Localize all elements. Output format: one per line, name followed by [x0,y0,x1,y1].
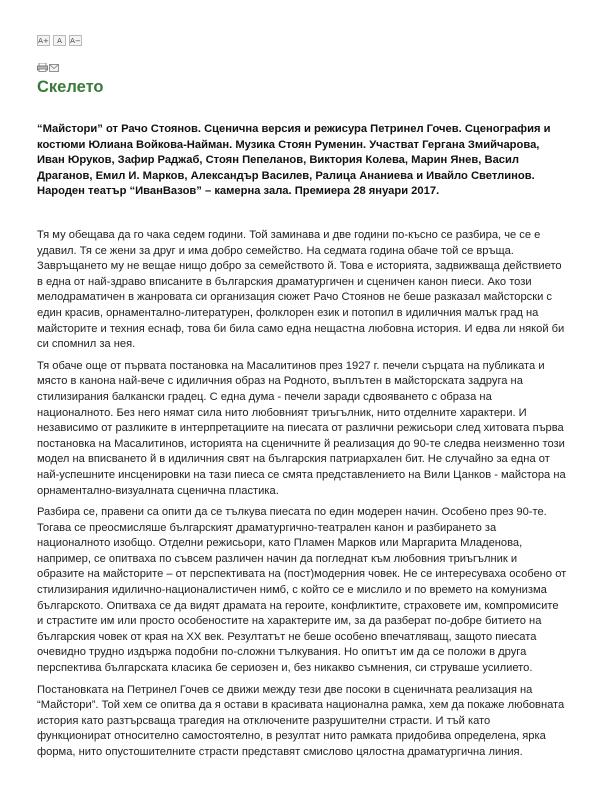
print-icon[interactable] [37,63,48,72]
article-paragraph: Тя обаче още от първата постановка на Масалитинов през 1927 г. печели сърцата на публиката и място в канона най-вече с идиличния образ на Родното, въплътен в майсторската задруга на стилизирания балкански градец. С една дума - печели заради сдвояването с образа на националното. Без него нямат сила нито любовният триъгълник, нито отделните характери. И независимо от разликите в интерпретациите на пиесата от различни режисьори след хитовата първа постановка на Масалитинов, историята на сценичните й реализация до 90-те следва неизменно този модел на вписването й в идиличния свят на българския патриархален бит. Не случайно за една от най-успешните инсценировки на тази пиеса се смята представлението на Вили Цанков - майстора на орнаментално-визуалната сценична пластика. [37,359,566,497]
font-size-toolbar [37,35,82,46]
font-decrease-button[interactable]: A− [70,37,81,45]
article-body [37,228,567,767]
email-icon[interactable] [49,64,59,72]
article-title: Скелето [37,78,104,96]
article-paragraph: Постановката на Петринел Гочев се движи между тези две посоки в сценичната реализация на “Майстори”. Той хем се опитва да я остави в красивата национална рамка, хем да покаже любовната история като разтърсваща трагедия на отключените разрушителни страсти. И тъй като функционират относително самостоятелно, в резултат нито рамката придобива определена, ярка форма, нито опустошителните страсти представят смислово цялостна драматургична линия. [37,683,565,758]
font-reset-button[interactable]: A [53,35,66,46]
article-paragraph: Разбира се, правени са опити да се тълкува пиесата по един модерен начин. Особено през 90-те. Тогава се преосмисляше българският драматургично-театрален канон и разбирането за националното изобщо. Отделни режисьори, като Пламен Марков или Маргарита Младенова, например, се опитваха по съвсем различен начин да погледнат към любовния триъгълник и образите на майсторите – от перспективата на (пост)модерния човек. Не се интересуваха особено от стилизирания идилично-националистичен нимб, с който се е мислило и по времето на комунизма българското. Опитваха се да видят драмата на героите, конфликтите, страховете им, компромисите и страстите им или просто особеностите на характерите им, за да разберат по-добре битието на българския човек от края на XX век. Резултатът не беше особено впечатляващ, защото пиесата очевидно трудно издържа подобни по-сложни тълкувания. Но опитът им да се положи в друга перспектива българската класика бе сериозен и, без никакво съмнения, си струваше усилието. [37,506,567,675]
font-increase-button[interactable]: A+ [38,37,49,45]
article-paragraph: Тя му обещава да го чака седем години. Той заминава и две години по-късно се разбира, че се е удавил. Тя се жени за друг и има добро семейство. На седмата година обаче той се връща. Завръщането му не вещае нищо добро за семейството й. Това е историята, задвижваща действието в една от най-здраво вписаните в българския драматургичен и сценичен канон пиеси. Ако този мелодраматичен в жанровата си организация сюжет Рачо Стоянов не беше разказал майсторски с един красив, орнаментално-литературен, фолклорен език и потопил в идиличния малък град на майсторите и техния еснаф, това би била само една нещастна любовна история. И едва ли някой би си спомнил за нея. [37,229,565,351]
article-actions [37,63,59,72]
article-credits: “Майстори” от Рачо Стоянов. Сценична версия и режисура Петринел Гочев. Сценография и костюми Юлиана Войкова-Найман. Музика Стоян Руменин. Участват Гергана Змийчарова, Иван Юруков, Зафир Раджаб, Стоян Пепеланов, Виктория Колева, Марин Янев, Васил Драганов, Емил И. Марков, Александър Василев, Ралица Ананиева и Ивайло Светлинов. Народен театър “ИванВазов” – камерна зала. Премиера 28 януари 2017. [37,123,551,198]
